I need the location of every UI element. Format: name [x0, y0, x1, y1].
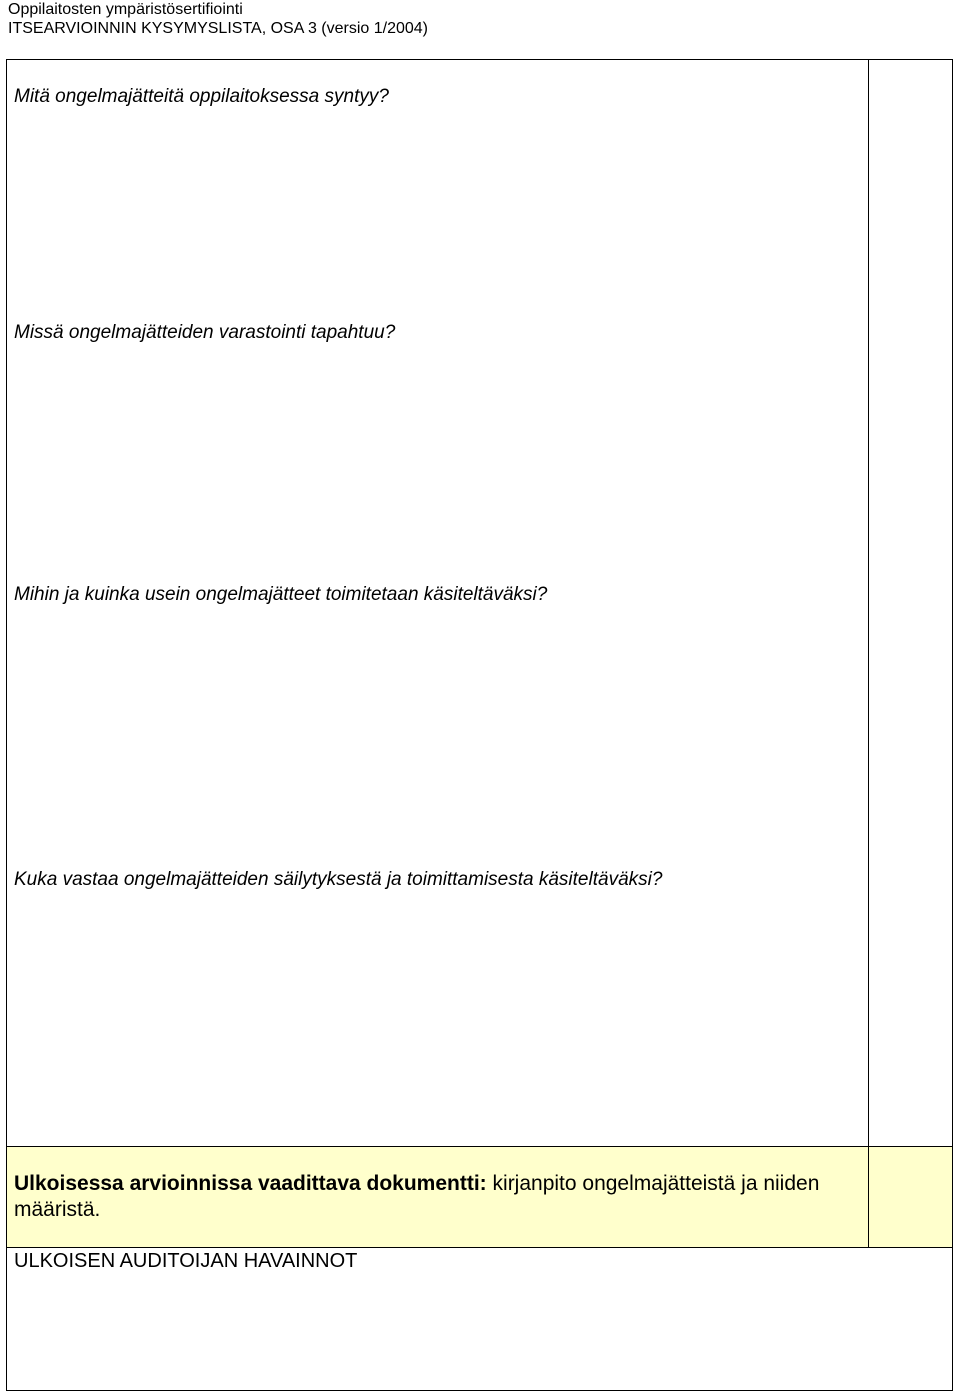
question-waste-storage: Missä ongelmajätteiden varastointi tapahtuu? — [14, 322, 396, 343]
question-waste-delivery: Mihin ja kuinka usein ongelmajätteet toimitetaan käsiteltäväksi? — [14, 584, 548, 605]
required-document-text — [14, 1171, 854, 1223]
header-document-title: ITSEARVIOINNIN KYSYMYSLISTA, OSA 3 (versio 1/2004) — [8, 20, 428, 37]
required-document-cell — [7, 1147, 869, 1247]
required-document-row — [6, 1146, 953, 1248]
question-waste-types: Mitä ongelmajätteitä oppilaitoksessa syntyy? — [14, 86, 389, 107]
required-document-description: kirjanpito ongelmajätteistä ja niiden määristä. — [14, 1172, 820, 1221]
table-column-divider — [868, 60, 869, 1146]
auditor-observations-title: ULKOISEN AUDITOIJAN HAVAINNOT — [14, 1250, 358, 1272]
questions-table — [6, 59, 953, 1147]
header-organization: Oppilaitosten ympäristösertifiointi — [8, 1, 243, 18]
page-header — [8, 0, 428, 38]
question-waste-responsibility: Kuka vastaa ongelmajätteiden säilytyksestä ja toimittamisesta käsiteltäväksi? — [14, 869, 663, 890]
required-document-label: Ulkoisessa arvioinnissa vaadittava dokumentti: — [14, 1172, 487, 1195]
auditor-observations-box — [6, 1247, 953, 1391]
